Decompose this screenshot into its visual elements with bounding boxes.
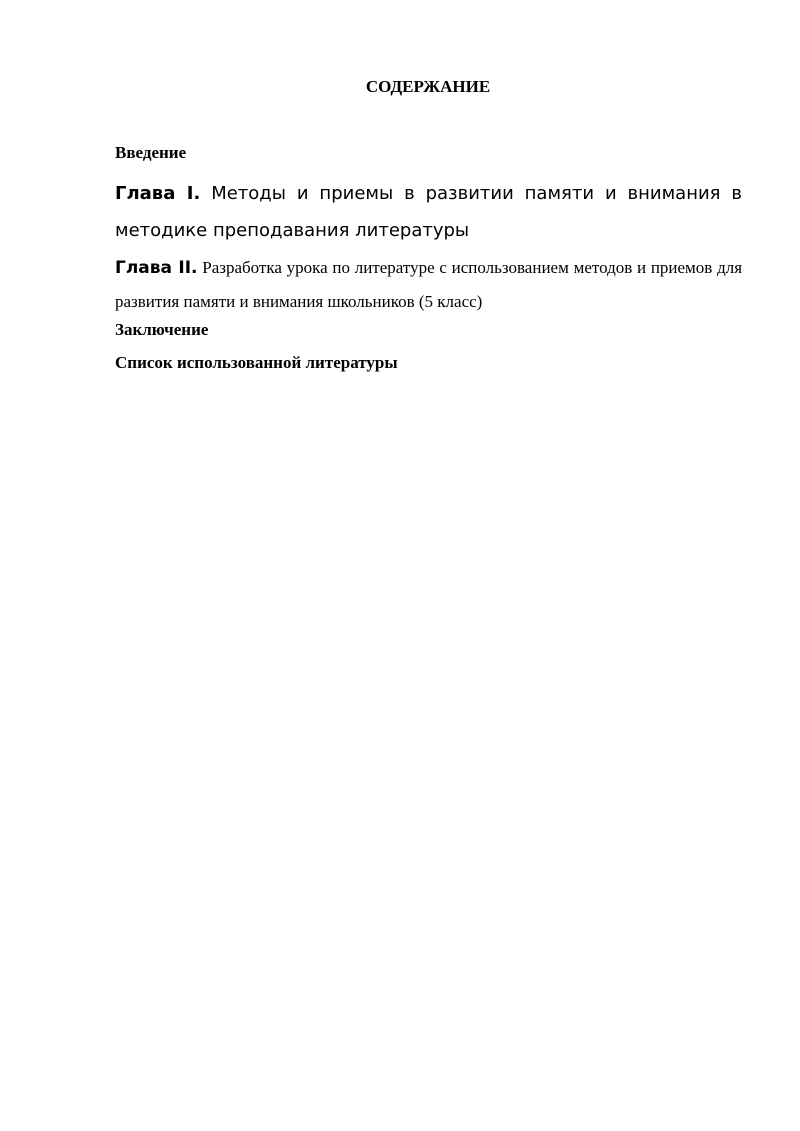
toc-entry-chapter-1 xyxy=(115,175,742,249)
chapter-2-title: Разработка урока по литературе с использованием методов и приемов для развития памяти и внимания школьников (5 класс) xyxy=(115,258,743,311)
chapter-2-label: Глава II. xyxy=(115,258,198,278)
chapter-1-label: Глава I. xyxy=(115,183,201,204)
toc-entry-references: Список использованной литературы xyxy=(115,353,398,372)
toc-title: СОДЕРЖАНИЕ xyxy=(365,77,491,96)
toc-entry-introduction: Введение xyxy=(115,143,187,162)
toc-entry-conclusion: Заключение xyxy=(115,320,209,339)
toc-entry-chapter-2 xyxy=(115,251,742,319)
chapter-1-title: Методы и приемы в развитии памяти и внимания в методике преподавания литературы xyxy=(115,183,742,241)
